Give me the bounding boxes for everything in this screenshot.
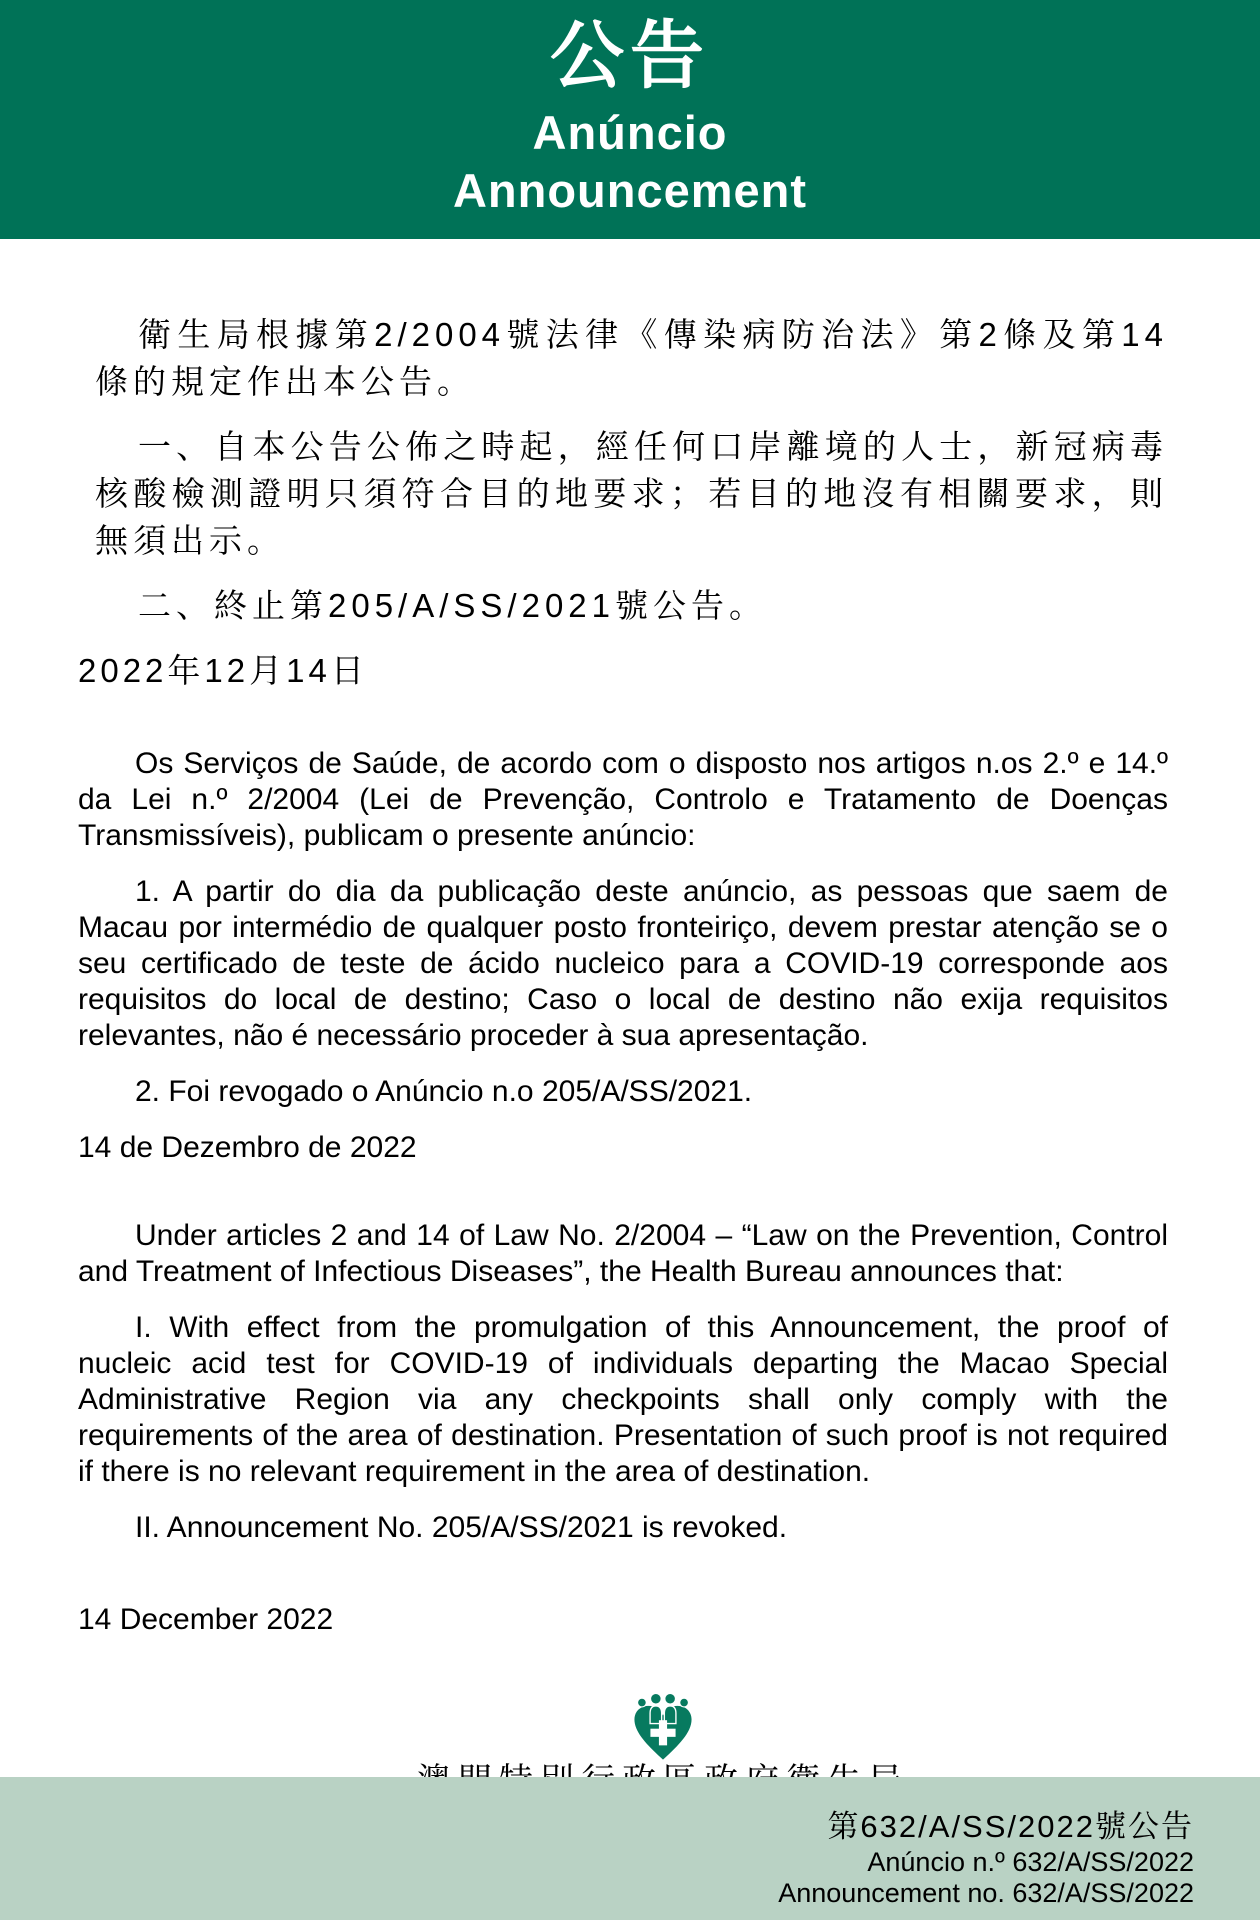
announcement-ref-en: Announcement no. 632/A/SS/2022 — [778, 1878, 1194, 1908]
zh-paragraph-1: 衛生局根據第2/2004號法律《傳染病防治法》第2條及第14條的規定作出本公告。 — [95, 316, 1168, 400]
section-chinese — [78, 311, 1168, 694]
banner-title-en: Announcement — [452, 164, 808, 217]
banner-title-pt: Anúncio — [532, 106, 728, 159]
pt-date: 14 de Dezembro de 2022 — [78, 1131, 417, 1164]
en-paragraph-3: II. Announcement No. 205/A/SS/2021 is revoked. — [135, 1511, 788, 1544]
zh-paragraph-2: 一、自本公告公佈之時起，經任何口岸離境的人士，新冠病毒核酸檢測證明只須符合目的地要求；若目的地沒有相關要求，則無須出示。 — [95, 428, 1168, 559]
announcement-banner — [0, 0, 1260, 239]
heart-cross-logo-icon — [629, 1692, 697, 1762]
pt-paragraph-3: 2. Foi revogado o Anúncio n.o 205/A/SS/2021. — [135, 1075, 753, 1108]
pt-paragraph-2: 1. A partir do dia da publicação deste anúncio, as pessoas que saem de Macau por intermédio de qualquer posto fronteiriço, devem prestar atenção se o seu certificado de teste de ácido nucleico para a COVID-19 corresponde aos requisitos do local de destino; Caso o local de destino não exija requisitos relevantes, não é necessário proceder à sua apresentação. — [78, 875, 1168, 1052]
en-paragraph-2: I. With effect from the promulgation of this Announcement, the proof of nucleic acid test for COVID-19 of individuals departing the Macao Special Administrative Region via any checkpoints shall only comply with the requirements of the area of destination. Presentation of such proof is not required if there is no relevant requirement in the area of destination. — [78, 1311, 1168, 1488]
section-portuguese — [78, 746, 1168, 1166]
zh-paragraph-3: 二、終止第205/A/SS/2021號公告。 — [138, 587, 768, 624]
announcement-ref-pt: Anúncio n.º 632/A/SS/2022 — [867, 1847, 1194, 1877]
announcement-ref-zh: 第632/A/SS/2022號公告 — [827, 1809, 1194, 1844]
en-date: 14 December 2022 — [78, 1603, 334, 1636]
document-body — [0, 311, 1260, 1822]
zh-date: 2022年12月14日 — [78, 652, 368, 689]
banner-title-zh: 公告 — [550, 14, 710, 97]
en-paragraph-1: Under articles 2 and 14 of Law No. 2/2004 – “Law on the Prevention, Control and Treatment of Infectious Diseases”, the Health Bureau announces that: — [78, 1219, 1168, 1288]
pt-paragraph-1: Os Serviços de Saúde, de acordo com o disposto nos artigos n.os 2.º e 14.º da Lei n.º 2/2004 (Lei de Prevenção, Controlo e Tratamento de Doenças Transmissíveis), publicam o presente anúncio: — [78, 747, 1168, 852]
footer-reference-band — [0, 1777, 1260, 1920]
section-english — [78, 1218, 1168, 1638]
